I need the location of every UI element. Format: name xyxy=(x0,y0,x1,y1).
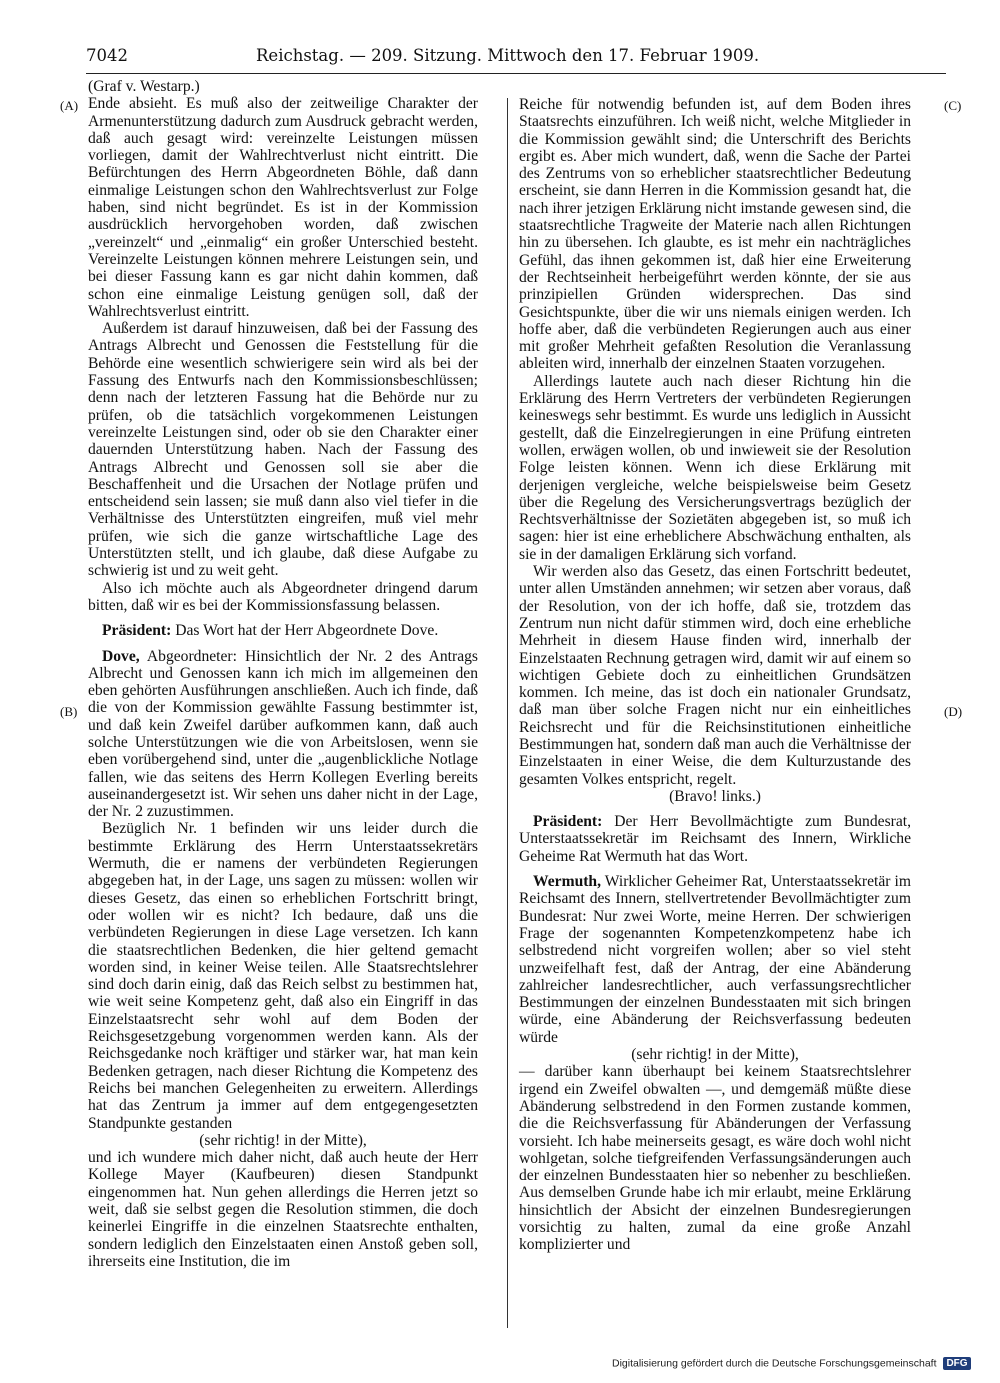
margin-label-a: (A) xyxy=(60,98,79,113)
interjection: (Bravo! links.) xyxy=(669,787,761,805)
margin-label-b: (B) xyxy=(60,704,78,719)
paragraph: und ich wundere mich daher nicht, daß auch heute der Herr Kollege Mayer (Kaufbeuren) diesen Standpunkt eingenommen hat. Nun gehen allerdings die Herren jetzt so weit, daß sie selbst gegen die Resolution stimmen, die doch keinerlei Eingriffe in die einzelnen Staatsrechte enthalten, sondern lediglich den Einzelstaaten einen Anstoß geben soll, ihrerseits eine Institution, die im xyxy=(88,1149,478,1270)
speaker-paragraph xyxy=(519,873,911,1046)
running-title: Reichstag. — 209. Sitzung. Mittwoch den 17. Februar 1909. xyxy=(256,46,760,65)
paragraph: Reiche für notwendig befunden ist, auf dem Boden ihres Staatsrechts einzuführen. Ich weiß nicht, welche Mitglieder in die Kommission gewählt sind; die Unterschrift des Berichts ergibt es. Aber mich wundert, daß, wenn die Sache der Partei des Zentrums von so erheblicher staatsrechtlicher Bedeutung erscheint, sie dann Herren in die Kommission gesandt hat, die nach ihrer jetzigen Erklärung nicht imstande gewesen sind, die staatsrechtliche Tragweite der Materie nach allen Richtungen hin zu übersehen. Ich glaubte, es ist mehr ein nachträgliches Gefühl, das ihnen gekommen ist, daß hier eine Erweiterung der Rechtseinheit herbeigeführt werden könnte, der sie aus prinzipiellen Gründen widersprechen. Das sind Gesichtspunkte, über die wir uns niemals einigen werden. Ich hoffe aber, daß die verbündeten Regierungen auch aus einer mit großer Mehrheit gefaßten Resolution die Veranlassung ableiten wird, innerhalb der einzelnen Staaten vorzugehen. xyxy=(519,96,911,373)
speaker-name: Wermuth, xyxy=(533,873,602,891)
margin-label-d: (D) xyxy=(944,704,963,719)
speaker-paragraph xyxy=(88,648,478,821)
left-column xyxy=(88,78,478,1270)
funding-note: Digitalisierung gefördert durch die Deutsche Forschungsgemeinschaft xyxy=(612,1357,937,1370)
speech-text: Der Herr Bevollmächtigte zum Bundesrat, Unterstaatssekretär im Reichsamt des Innern, Wirkliche Geheime Rat Wermuth hat das Wort. xyxy=(519,813,911,865)
interjection: (sehr richtig! in der Mitte), xyxy=(631,1046,799,1064)
funding-footer xyxy=(612,1357,992,1377)
speaker-name: Dove, xyxy=(102,647,140,665)
speech-text: Wirklicher Geheimer Rat, Unterstaatssekretär im Reichsamt des Innern, stellvertretender Bevollmächtigter zum Bundesrat: Nur zwei Worte, meine Herren. Der schwierigen Frage der sogenannten Kompetenzkompetenz habe ich selbstredend nicht vorgreifen wollen; aber so viel steht unzweifelhaft fest, daß der Antrag, der eine Abänderung zahlreicher landesrechtlicher, auch verfassungsrechtlicher Bestimmungen der einzelnen Bundesstaaten mit sich bringen würde, eine Abänderung der Reichsverfassung bedeuten würde xyxy=(519,873,911,1046)
speaker-paragraph xyxy=(519,813,911,865)
speaker-name: Präsident: xyxy=(533,813,603,831)
speaker-name: Präsident: xyxy=(102,622,172,640)
page-number: 7042 xyxy=(86,46,128,65)
paragraph: Allerdings lautete auch nach dieser Richtung hin die Erklärung des Herrn Vertreters der verbündeten Regierungen keineswegs sehr bestimmt. Es wurde uns lediglich in Aussicht gestellt, daß die Einzelregierungen in eine Prüfung eintreten wollen, erwägen wollen, ob und inwieweit sie der Resolution Folge leisten können. Wenn ich diese Erklärung mit derjenigen vergleiche, welche beispielsweise beim Gesetz über die Regelung des Versicherungsvertrags bezüglich der Rechtsverhältnisse der Sozietäten abgegeben ist, so muß ich sagen: hier ist eine erheblichere Abschwächung enthalten, als sie in der damaligen Erklärung sich vorfand. xyxy=(519,372,911,563)
margin-label-c: (C) xyxy=(944,98,962,113)
speaker-note: (Graf v. Westarp.) xyxy=(88,78,200,95)
speech-text: Das Wort hat der Herr Abgeordnete Dove. xyxy=(171,622,439,640)
dfg-logo: DFG xyxy=(943,1357,970,1370)
speech-text: Abgeordneter: Hinsichtlich der Nr. 2 des Antrags Albrecht und Genossen kann ich mich im allgemeinen den eben gehörten Ausführungen anschließen. Auch ich finde, daß die von der Kommission gewählte Fassung bestimmter ist, und daß kein Zweifel darüber aufkommen kann, daß auch solche Unterstützungen wie die von Arbeitslosen, wenn sie eben vorübergehend sind, unter die „augenblickliche Notlage fallen, wie das seitens des Herrn Kollegen Everling bereits auseinandergesetzt ist. Wir sehen uns daher nicht in der Lage, der Nr. 2 zuzustimmen. xyxy=(88,647,478,821)
paragraph: Also ich möchte auch als Abgeordneter dringend darum bitten, daß wir es bei der Kommissionsfassung belassen. xyxy=(88,579,478,614)
page-header xyxy=(86,46,946,72)
paragraph: Ende absieht. Es muß also der zeitweilige Charakter der Armenunterstützung dadurch zum Ausdruck gebracht werden, daß auch gesagt wird: vereinzelte Leistungen müssen vorliegen, damit der Wahlrechtverlust nicht eintritt. Die Befürchtungen des Herrn Abgeordneten Böhle, daß dann einmalige Leistungen schon den Wahlrechtsverlust zur Folge haben, sind nicht begründet. Es ist in der Kommission ausdrücklich hervorgehoben worden, daß zwischen „vereinzelt“ und „einmalig“ ein großer Unterschied besteht. Vereinzelte Leistungen können mehrere Leistungen sein, und bei dieser Fassung kann es gar nicht dahin kommen, daß schon eine einmalige Leistung genügen soll, daß der Wahlrechtsverlust eintritt. xyxy=(88,95,478,320)
header-rule xyxy=(86,73,946,74)
right-column xyxy=(519,96,911,1254)
interjection: (sehr richtig! in der Mitte), xyxy=(199,1131,367,1149)
column-divider xyxy=(507,98,508,1328)
paragraph: Außerdem ist darauf hinzuweisen, daß bei der Fassung des Antrags Albrecht und Genossen die Feststellung für die Behörde eine wesentlich schwierigere sein wird als bei der Fassung des Entwurfs nach den Kommissionsbeschlüssen; denn nach der letzteren Fassung hat die Behörde nur zu prüfen, ob die tatsächlich vorgekommenen Leistungen vereinzelte Leistungen sind, oder ob sie den Charakter einer dauernden Unterstützung haben. Nach der Fassung des Antrags Albrecht und Genossen soll sie aber die Beschaffenheit und die Ursachen der Notlage prüfen und entscheidend sein lassen; sie muß dann also viel tiefer in die Verhältnisse des Unterstützten eingreifen, muß viel mehr prüfen, wie sich die ganze wirtschaftliche Lage des Unterstützten stellt, und ich glaube, daß diese Aufgabe zu schwierig ist und zu weit geht. xyxy=(88,320,478,580)
paragraph: — darüber kann überhaupt bei keinem Staatsrechtslehrer irgend ein Zweifel obwalten —, und demgemäß müßte diese Abänderung selbstredend in den Formen zustande kommen, die die Reichsverfassung für Abänderungen der Verfassung vorsieht. Ich habe meinerseits gesagt, es wäre doch wohl nicht wohlgetan, solche tiefgreifenden Verfassungsänderungen auch der einzelnen Bundesstaaten hier so nebenher zu beschließen. Aus demselben Grunde habe ich mir erlaubt, meine Erklärung hinsichtlich der Absicht der einzelnen Bundesregierungen vorsichtig zu halten, zumal da eine große Anzahl komplizierter und xyxy=(519,1063,911,1254)
paragraph: Bezüglich Nr. 1 befinden wir uns leider durch die bestimmte Erklärung des Herrn Unterstaatssekretärs Wermuth, die er namens der verbündeten Regierungen abgegeben hat, in der Lage, uns sagen zu müssen: wollen wir dieses Gesetz, das einen so erheblichen Fortschritt bringt, oder wollen wir es nicht? Ich bedaure, daß uns die verbündeten Regierungen in diese Lage versetzen. Ich kann die staatsrechtlichen Bedenken, die hier geltend gemacht worden sind, in keiner Weise teilen. Alle Staatsrechtslehrer sind doch darin einig, daß das Reich selbst zu bestimmen hat, wie weit seine Kompetenz geht, daß also ein Eingriff in das Einzelstaatsrecht sehr wohl auf dem Boden der Reichsgesetzgebung vorgenommen werden kann. Als der Reichsgedanke noch kräftiger und stärker war, hat man kein Bedenken getragen, nach dieser Richtung die Kompetenz des Reichs bei manchen Gelegenheiten zu erweitern. Allerdings hat das Zentrum ja immer auf dem entgegengesetzten Standpunkte gestanden xyxy=(88,820,478,1132)
speaker-paragraph xyxy=(88,622,478,639)
paragraph: Wir werden also das Gesetz, das einen Fortschritt bedeutet, unter allen Umständen annehmen; wir setzen aber voraus, daß der Resolution, von der ich hoffe, daß sie, trotzdem das Zentrum nun nicht dafür stimmen wird, doch eine erhebliche Mehrheit in diesem Hause finden wird, innerhalb der Einzelstaaten Rechnung getragen wird, damit wir auf einem so wichtigen Gebiete doch zu einheitlichen Grundsätzen kommen. Ich meine, das ist doch ein nationaler Grundsatz, daß man über solche Fragen nicht nur ein einheitliches Reichsrecht und für die Reichsinstitutionen einheitliche Bestimmungen hat, sondern daß man auch die Verhältnisse der Einzelstaaten in einer Weise, die dem Kulturzustande des gesamten Volkes entspricht, regelt. xyxy=(519,563,911,788)
